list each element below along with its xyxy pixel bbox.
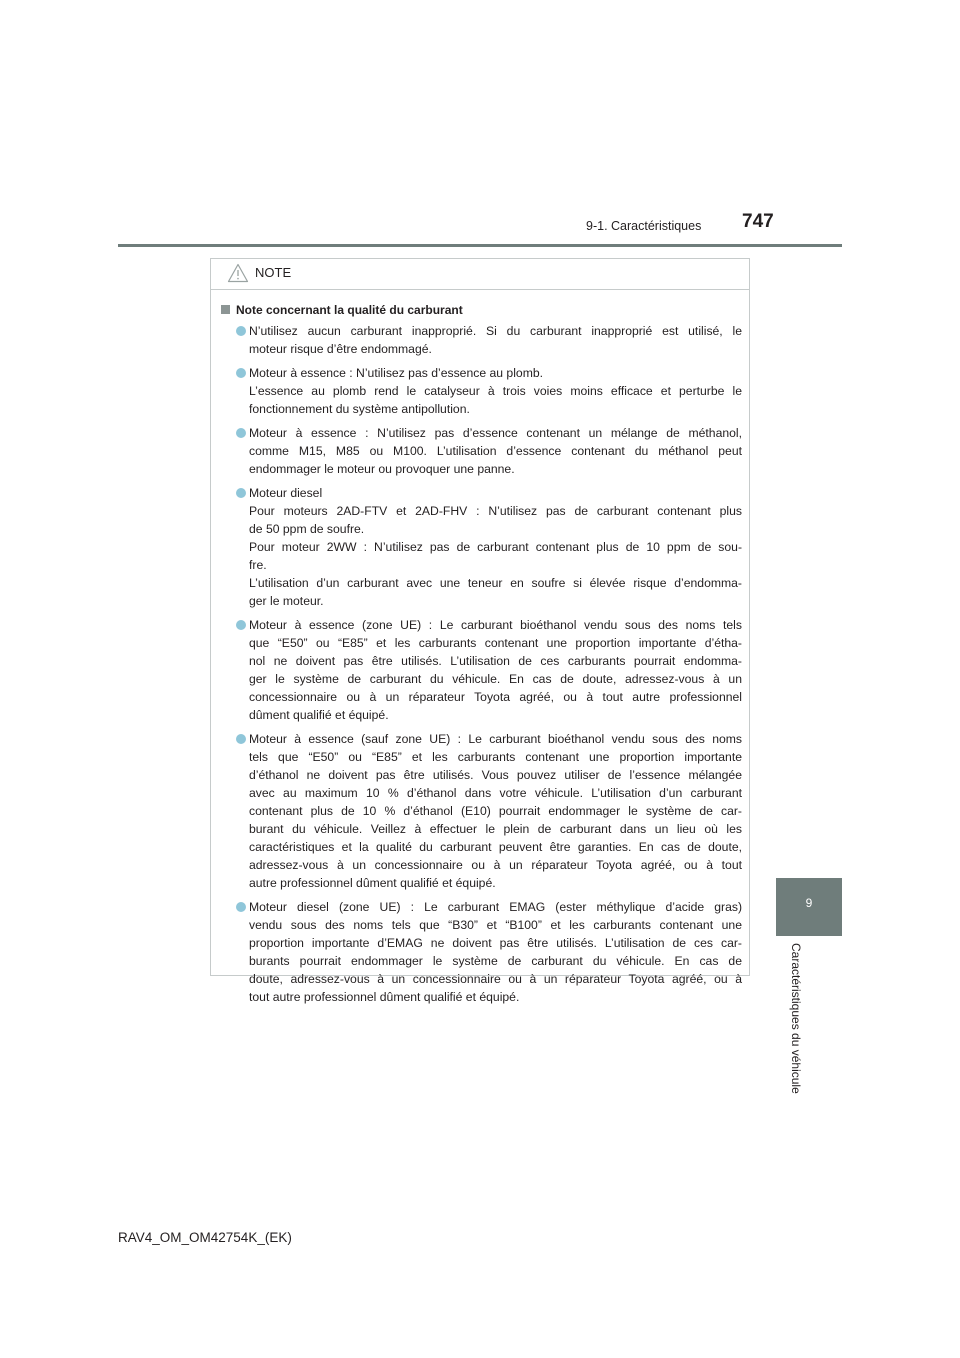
bullet-line: Moteur à essence (sauf zone UE) : Le carburant bioéthanol vendu sous des noms xyxy=(249,732,742,746)
bullet-line: Pour moteurs 2AD-FTV et 2AD-FHV : N’utilisez pas de carburant contenant plus xyxy=(249,504,742,518)
header-section-title: 9-1. Caractéristiques xyxy=(586,219,702,233)
header-rule xyxy=(118,244,842,247)
bullet-line: Moteur à essence : N’utilisez pas d’essence au plomb. xyxy=(249,366,544,380)
bullet-line: que “E50” ou “E85” et les carburants contenant une proportion importante d’étha- xyxy=(249,636,742,650)
bullet-item xyxy=(218,424,742,478)
round-bullet-icon xyxy=(236,488,246,498)
note-body xyxy=(211,301,749,1012)
bullet-line: avec au maximum 10 % d’éthanol dans votre véhicule. L’utilisation d’un carburant xyxy=(249,786,742,800)
chapter-tab xyxy=(776,878,842,936)
bullet-line: Moteur à essence : N’utilisez pas d’essence contenant un mélange de méthanol, xyxy=(249,426,742,440)
bullet-line: endommager le moteur ou provoquer une panne. xyxy=(249,462,515,476)
bullet-item xyxy=(218,730,742,892)
bullet-line: adressez-vous à un concessionnaire ou à un réparateur Toyota agréé, ou à tout xyxy=(249,858,742,872)
chapter-label-text: Caractéristiques du véhicule xyxy=(789,943,803,1094)
bullet-line: L’essence au plomb rend le catalyseur à trois voies moins efficace et perturbe le xyxy=(249,384,742,398)
section-heading xyxy=(218,301,742,319)
bullet-line: concessionnaire ou à un réparateur Toyota agréé, ou à tout autre professionnel xyxy=(249,690,742,704)
round-bullet-icon xyxy=(236,620,246,630)
bullet-line: Moteur diesel (zone UE) : Le carburant EMAG (ester méthylique d’acide gras) xyxy=(249,900,742,914)
chapter-side-label xyxy=(787,943,805,1113)
note-header xyxy=(211,259,749,290)
bullet-item xyxy=(218,322,742,358)
bullet-line: proportion importante d’EMAG ne doivent pas être utilisés. L’utilisation de ces car- xyxy=(249,936,742,950)
footer-code: RAV4_OM_OM42754K_(EK) xyxy=(118,1230,292,1245)
bullet-line: nol ne doivent pas être utilisés. L’utilisation de ces carburants pourrait endomma- xyxy=(249,654,742,668)
bullet-line: Pour moteur 2WW : N’utilisez pas de carburant contenant plus de 10 ppm de sou- xyxy=(249,540,742,554)
bullet-line: dûment qualifié et équipé. xyxy=(249,708,389,722)
bullet-line: de 50 ppm de soufre. xyxy=(249,522,365,536)
bullet-item xyxy=(218,364,742,418)
bullet-line: contenant plus de 10 % d’éthanol (E10) pourrait endommager le système de car- xyxy=(249,804,742,818)
bullet-line: burant du véhicule. Veillez à effectuer le plein de carburant dans un lieu où les xyxy=(249,822,742,836)
page-number: 747 xyxy=(742,211,774,232)
note-box xyxy=(210,258,750,1004)
bullet-line: ger le moteur. xyxy=(249,594,324,608)
round-bullet-icon xyxy=(236,428,246,438)
bullet-item xyxy=(218,484,742,610)
bullet-line: tels que “E50” ou “E85” et les carburants contenant une proportion importante xyxy=(249,750,742,764)
round-bullet-icon xyxy=(236,902,246,912)
bullet-line: vendu sous des noms tels que “B30” et “B100” et les carburants contenant une xyxy=(249,918,742,932)
bullet-line: ger le système de carburant du véhicule. En cas de doute, adressez-vous à un xyxy=(249,672,742,686)
round-bullet-icon xyxy=(236,326,246,336)
bullet-line: L’utilisation d’un carburant avec une teneur en soufre si élevée risque d’endomma- xyxy=(249,576,742,590)
bullet-line: d’éthanol ne doivent pas être utilisés. Vous pouvez utiliser de l’essence mélangée xyxy=(249,768,742,782)
bullet-line: comme M15, M85 ou M100. L’utilisation d’essence contenant du méthanol peut xyxy=(249,444,742,458)
bullet-line: moteur risque d’être endommagé. xyxy=(249,342,432,356)
bullet-item xyxy=(218,616,742,724)
note-title: NOTE xyxy=(255,265,292,280)
bullet-item xyxy=(218,898,742,1006)
round-bullet-icon xyxy=(236,734,246,744)
round-bullet-icon xyxy=(236,368,246,378)
bullet-line: Moteur à essence (zone UE) : Le carburant bioéthanol vendu sous des noms tels xyxy=(249,618,742,632)
bullet-line: tout autre professionnel dûment qualifié et équipé. xyxy=(249,990,520,1004)
warning-triangle-icon xyxy=(227,263,249,283)
bullet-line: autre professionnel dûment qualifié et équipé. xyxy=(249,876,496,890)
bullet-line: fonctionnement du système antipollution. xyxy=(249,402,470,416)
bullet-list xyxy=(218,322,742,1006)
chapter-number: 9 xyxy=(805,896,813,910)
bullet-line: Moteur diesel xyxy=(249,486,323,500)
bullet-line: N’utilisez aucun carburant inapproprié. Si du carburant inapproprié est utilisé, le xyxy=(249,324,742,338)
bullet-line: burants pourrait endommager le système de carburant du véhicule. En cas de xyxy=(249,954,742,968)
bullet-line: doute, adressez-vous à un concessionnaire ou à un réparateur Toyota agréé, ou à xyxy=(249,972,742,986)
section-heading-text: Note concernant la qualité du carburant xyxy=(236,303,463,317)
bullet-line: caractéristiques et la qualité du carburant peuvent être garanties. En cas de doute, xyxy=(249,840,742,854)
bullet-line: fre. xyxy=(249,558,267,572)
square-bullet-icon xyxy=(221,305,230,314)
